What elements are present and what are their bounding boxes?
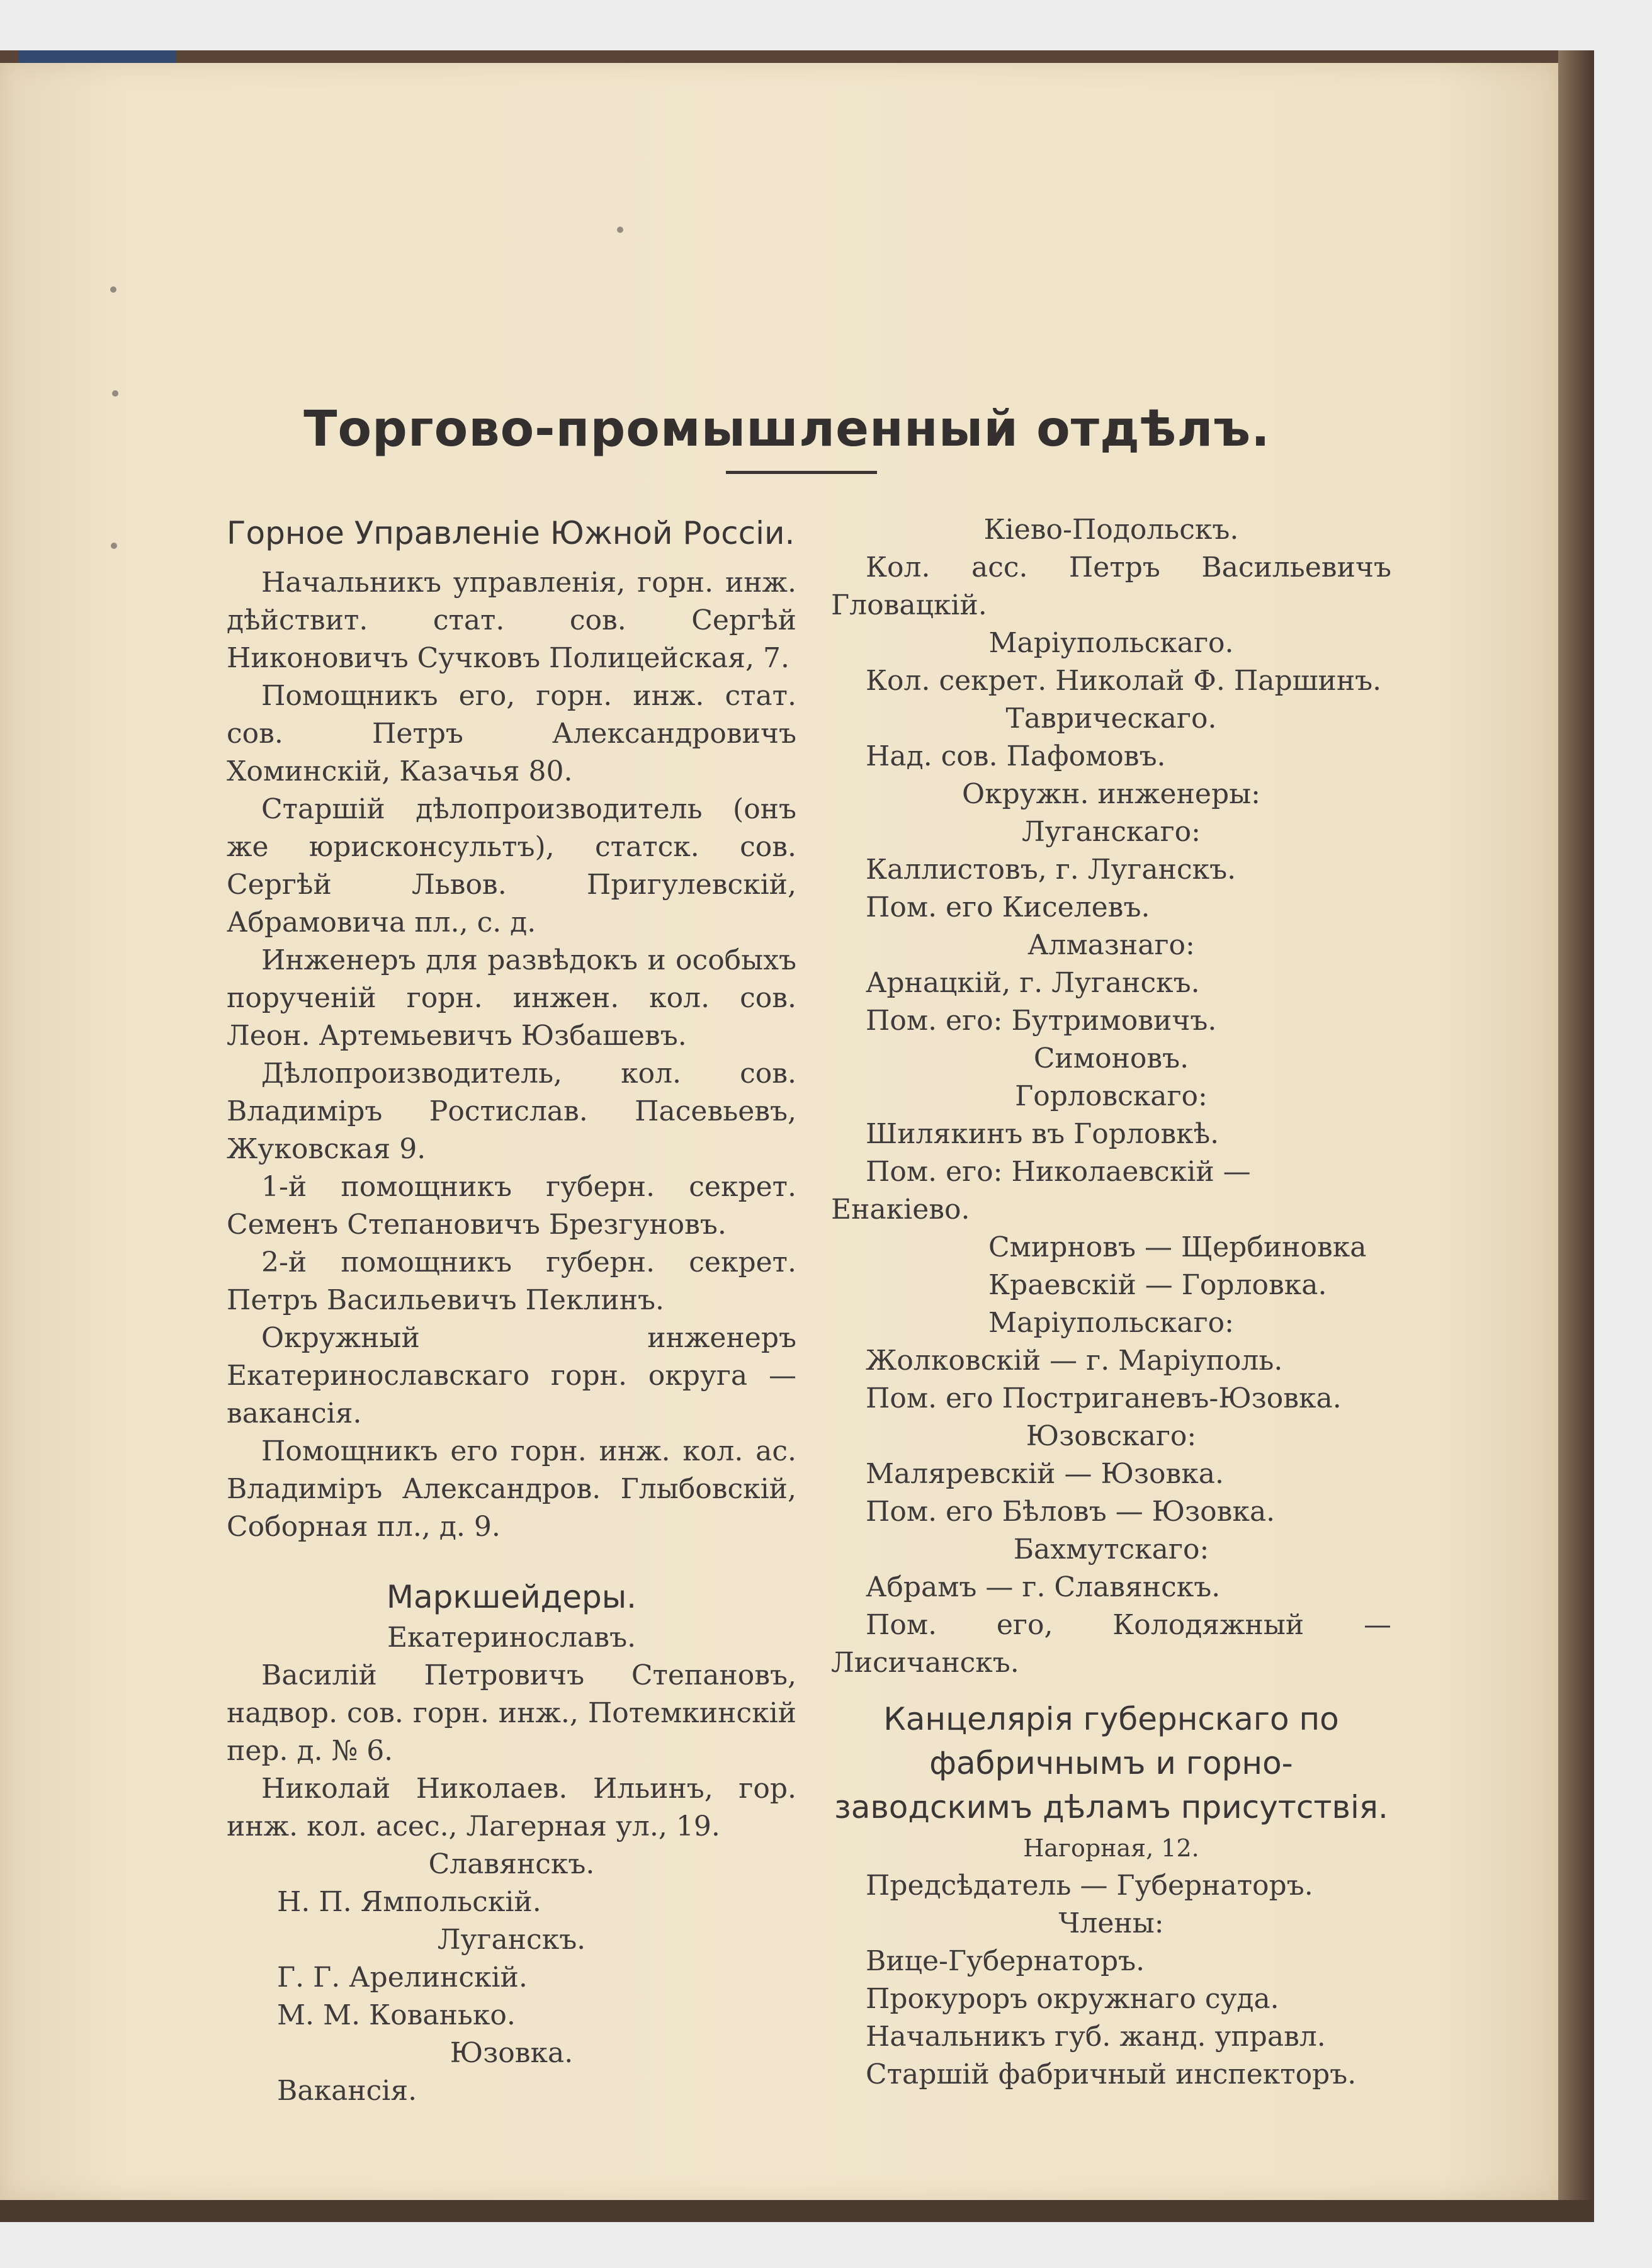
city-heading: Славянскъ.	[428, 1848, 595, 1880]
entry-line: Пом. его Киселевъ.	[866, 891, 1150, 923]
entry-paragraph: 2-й помощникъ губерн. секрет. Петръ Васильевичъ Пеклинъ.	[227, 1246, 796, 1316]
book-bottom-edge	[0, 2200, 1594, 2222]
entry-paragraph: Кол. асс. Петръ Васильевичъ Гловацкій.	[831, 551, 1391, 621]
margin-speck	[110, 286, 116, 293]
entry-paragraph: Дѣлопроизводитель, кол. сов. Владиміръ Ростислав. Пасевьевъ, Жуковская 9.	[227, 1058, 796, 1165]
entry-paragraph: Помощникъ его горн. инж. кол. ас. Владиміръ Александров. Глыбовскій, Соборная пл., д. 9.	[227, 1435, 796, 1543]
district-heading: Алмазнаго:	[1027, 929, 1195, 961]
margin-speck	[617, 227, 623, 233]
entry-paragraph: Старшій дѣлопроизводитель (онъ же юрисконсультъ), статск. сов. Сергѣй Львов. Пригулевскій, Абрамовича пл., с. д.	[227, 793, 796, 939]
entry-line: Пом. его: Николаевскій — Енакіево.	[831, 1156, 1251, 1226]
entry-line: Шилякинъ въ Горловкѣ.	[866, 1118, 1219, 1150]
entry-line: Смирновъ — Щербиновка	[988, 1231, 1367, 1263]
person-entry: М. М. Кованько.	[277, 1999, 516, 2031]
section-heading-chancellery: Канцелярія губернскаго по фабричнымъ и горно-заводскимъ дѣламъ присутствія.	[834, 1701, 1388, 1825]
entry-line: Жолковскій — г. Маріуполь.	[866, 1345, 1283, 1377]
book-cover-edge	[1558, 50, 1594, 2222]
member-line: Вице-Губернаторъ.	[866, 1945, 1145, 1977]
district-heading: Кіево-Подольскъ.	[983, 514, 1239, 546]
person-entry: Н. П. Ямпольскій.	[277, 1886, 541, 1918]
left-column	[227, 511, 796, 2110]
district-heading: Луганскаго:	[1022, 816, 1201, 848]
page-title: Торгово-промышленный отдѣлъ.	[303, 401, 1270, 458]
district-heading: Маріупольскаго.	[988, 627, 1234, 659]
entry-line: Каллистовъ, г. Луганскъ.	[866, 854, 1236, 886]
section-heading-surveyors: Маркшейдеры.	[386, 1579, 637, 1615]
margin-speck	[112, 390, 118, 397]
person-entry: Г. Г. Арелинскій.	[277, 1961, 528, 1994]
entry-line: Арнацкій, г. Луганскъ.	[866, 967, 1200, 999]
district-heading: Горловскаго:	[1015, 1080, 1208, 1112]
entry-paragraph: Василій Петровичъ Степановъ, надвор. сов. горн. инж., Потемкинскій пер. д. № 6.	[227, 1659, 796, 1767]
member-line: Прокуроръ окружнаго суда.	[866, 1983, 1279, 2015]
district-heading: Юзовскаго:	[1026, 1420, 1197, 1452]
city-heading: Екатеринославъ.	[387, 1622, 636, 1654]
entry-paragraph: Окружный инженеръ Екатеринославскаго горн. округа — вакансія.	[227, 1322, 796, 1430]
title-underline	[726, 471, 877, 474]
entry-paragraph: Пом. его, Колодяжный — Лисичанскъ.	[831, 1609, 1391, 1679]
city-heading: Луганскъ.	[437, 1924, 586, 1956]
district-heading: Таврическаго.	[1005, 702, 1217, 735]
entry-paragraph: Начальникъ управленія, горн. инж. дѣйствит. стат. сов. Сергѣй Никоновичъ Сучковъ Полицейская, 7.	[227, 567, 796, 674]
entry-paragraph: Кол. секрет. Николай Ф. Паршинъ.	[866, 665, 1382, 697]
entry-line: Над. сов. Пафомовъ.	[866, 740, 1166, 772]
entry-paragraph: Помощникъ его, горн. инж. стат. сов. Петръ Александровичъ Хоминскій, Казачья 80.	[227, 680, 796, 787]
district-heading: Окружн. инженеры:	[962, 778, 1260, 810]
entry-line: Краевскій — Горловка.	[988, 1269, 1327, 1301]
entry-line: Абрамъ — г. Славянскъ.	[866, 1571, 1221, 1603]
entry-paragraph: Инженеръ для развѣдокъ и особыхъ порученій горн. инжен. кол. сов. Леон. Артемьевичъ Юзбашевъ.	[227, 944, 796, 1052]
entry-paragraph: Николай Николаев. Ильинъ, гор. инж. кол. асес., Лагерная ул., 19.	[227, 1773, 796, 1842]
district-heading: Бахмутскаго:	[1013, 1533, 1209, 1566]
entry-line-centered: Симоновъ.	[1033, 1042, 1189, 1075]
entry-line: Маляревскій — Юзовка.	[866, 1458, 1224, 1490]
section-heading-mining-administration: Горное Управленіе Южной Россіи.	[227, 515, 795, 551]
entry-line: Пом. его Бѣловъ — Юзовка.	[866, 1496, 1276, 1528]
right-column	[831, 511, 1391, 2094]
member-line: Начальникъ губ. жанд. управл.	[866, 2021, 1326, 2053]
members-label: Члены:	[1058, 1907, 1164, 1939]
city-heading: Юзовка.	[450, 2037, 574, 2069]
entry-line: Пом. его: Бутримовичъ.	[866, 1005, 1217, 1037]
chairman-line: Предсѣдатель — Губернаторъ.	[866, 1870, 1313, 1902]
member-line: Старшій фабричный инспекторъ.	[866, 2058, 1357, 2090]
entry-line: Пом. его Постриганевъ-Юзовка.	[866, 1382, 1342, 1414]
margin-speck	[111, 543, 117, 549]
person-entry: Вакансія.	[277, 2075, 417, 2107]
entry-paragraph: 1-й помощникъ губерн. секрет. Семенъ Степановичъ Брезгуновъ.	[227, 1171, 796, 1241]
address-line: Нагорная, 12.	[1023, 1834, 1199, 1862]
district-heading: Маріупольскаго:	[988, 1307, 1234, 1339]
